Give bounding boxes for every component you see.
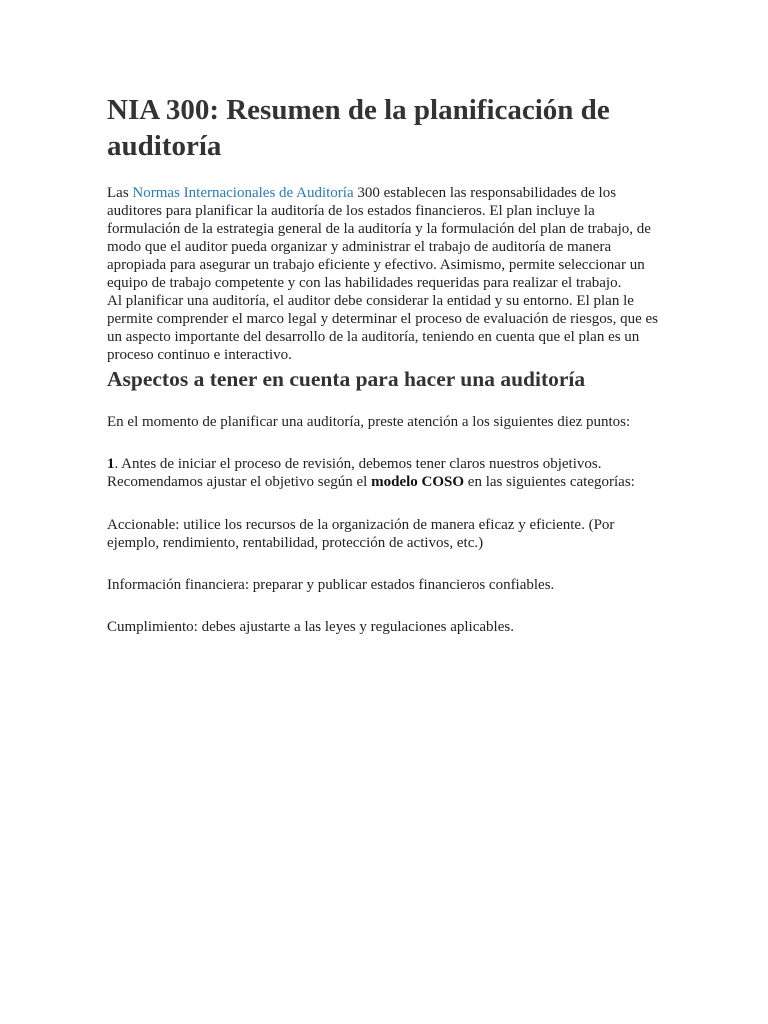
intro-post-link: 300 establecen las responsabilidades de los auditores para planificar la auditoría de los estados financieros. El plan incluye la formulación de la estrategia general de la auditoría y la formulación del plan de trabajo, de modo que el auditor pueda organizar y administrar el trabajo de auditoría de manera apropiada para asegurar un trabajo eficiente y efectivo. Asimismo, permite seleccionar un equipo de trabajo competente y con las habilidades requeridas para realizar el trabajo. xyxy=(107,185,651,291)
nia-standards-link[interactable]: Normas Internacionales de Auditoría xyxy=(132,185,354,201)
intro-paragraph xyxy=(107,184,663,292)
section-heading: Aspectos a tener en cuenta para hacer una auditoría xyxy=(107,367,586,391)
category-accionable: Accionable: utilice los recursos de la organización de manera eficaz y eficiente. (Por ejemplo, rendimiento, rentabilidad, protección de activos, etc.) xyxy=(107,517,615,551)
point-number: 1 xyxy=(107,456,115,472)
intro-pre-link: Las xyxy=(107,185,133,201)
point-1-text-b: en las siguientes categorías: xyxy=(464,474,635,490)
point-1-paragraph xyxy=(107,455,663,491)
section-lead-paragraph: En el momento de planificar una auditoría, preste atención a los siguientes diez puntos: xyxy=(107,414,631,430)
planning-paragraph: Al planificar una auditoría, el auditor debe considerar la entidad y su entorno. El plan le permite comprender el marco legal y determinar el proceso de evaluación de riesgos, que es un aspecto importante del desarrollo de la auditoría, teniendo en cuenta que el plan es un proceso continuo e interactivo. xyxy=(107,293,659,363)
point-1-text-a: . Antes de iniciar el proceso de revisión, debemos tener claros nuestros objetivos. Recomendamos ajustar el objetivo según el xyxy=(107,456,602,490)
category-compliance: Cumplimiento: debes ajustarte a las leyes y regulaciones aplicables. xyxy=(107,619,514,635)
page-title: NIA 300: Resumen de la planificación de auditoría xyxy=(107,94,610,162)
document-page xyxy=(107,92,663,636)
coso-model-label: modelo COSO xyxy=(371,474,465,490)
category-financial-info: Información financiera: preparar y publicar estados financieros confiables. xyxy=(107,577,555,593)
